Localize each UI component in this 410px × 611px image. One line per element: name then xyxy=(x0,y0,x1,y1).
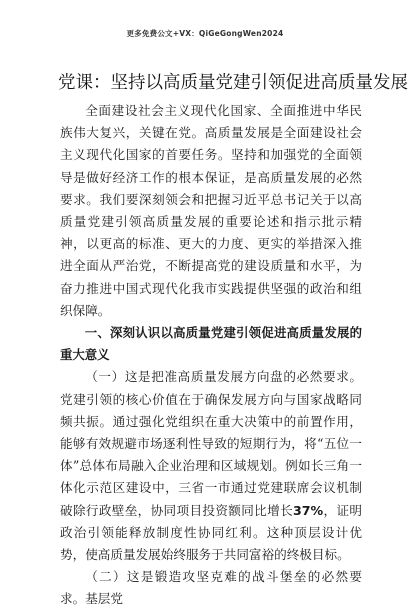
intro-paragraph: 全面建设社会主义现代化国家、全面推进中华民族伟大复兴，关键在党。高质量发展是全面建设社会主义现代化国家的首要任务。坚持和加强党的全面领导是做好经济工作的根本保证，是高质量发展的必然要求。我们要深刻领会和把握习近平总书记关于以高质量党建引领高质量发展的重要论述和指示批示精神，以更高的标准、更大的力度、更实的举措深入推进全面从严治党，不断提高党的建设质量和水平，为奋力推进中国式现代化我市实践提供坚强的政治和组织保障。 xyxy=(60,103,362,318)
paragraph-fortress: （二）这是锻造攻坚克难的战斗堡垒的必然要求。基层党 xyxy=(60,569,362,607)
paragraph-text-continued: ，证明政治引领能释放制度性协同红利。这种顶层设计优势，使高质量发展始终服务于共同富裕的终极目标。 xyxy=(60,502,363,563)
document-body xyxy=(60,100,362,611)
header-watermark: 更多免费公文+VX：QiGeGongWen2024 xyxy=(126,29,284,38)
paragraph-text: （一）这是把准高质量发展方向盘的必然要求。党建引领的核心价值在于确保发展方向与国家战略同频共振。通过强化党组织在重大决策中的前置作用，能够有效规避市场逐利性导致的短期行为，将“五位一体”总体布局融入企业治理和区域规划。例如长三角一体化示范区建设中，三省一市通过党建联席会议机制破除行政壁垒，协同项目投资额同比增长 xyxy=(60,369,362,518)
document-title: 党课：坚持以高质量党建引领促进高质量发展 xyxy=(58,73,408,93)
paragraph-direction xyxy=(60,366,362,566)
section-heading: 一、深刻认识以高质量党建引领促进高质量发展的重大意义 xyxy=(60,325,362,363)
growth-percentage: 37% xyxy=(293,502,324,518)
